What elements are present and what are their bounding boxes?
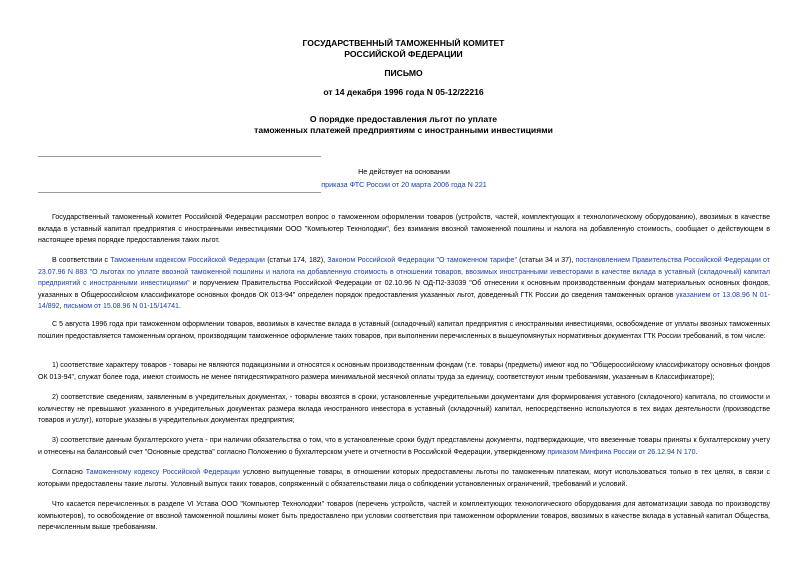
paragraph-condition-1: 1) соответствие характеру товаров - товары не являются подакцизными и относятся к основным производственным фондам (т.е. товары (предметы) имеют код по "Общероссийскому классификатору основных фондов ОК 013-94", служат более года, имеют стоимость не менее пятидесятикратного размера минимальной месячной оплаты труда за единицу, соответствуют иным требованиям, указанным в Классификаторе); [38, 362, 770, 381]
instruction-link[interactable]: указанием от 13.08.96 N 01-14/892 [38, 291, 770, 311]
document-type: ПИСЬМО [384, 68, 423, 78]
status-link[interactable] [321, 178, 487, 191]
paragraph-charter-goods: Что касается перечисленных в разделе VI Устава ООО "Компьютер Технолоджи" товаров (перечень устройств, частей и комплектующих технологического оборудования для автоматизации завода по производству компьютеров), то освобождение от ввозной таможенной пошлины может быть предоставлено при условии соответствия при таможенном оформлении товаров, ввозимых в качестве вклада в уставный капитал Общества, перечисленным выше требованиям. [38, 501, 770, 532]
government-resolution-link[interactable]: постановлением Правительства Российской Федерации от 23.07.96 N 883 "О льготах по уплате ввозной таможенной пошлины и налога на добавленную стоимость в отношении товаров, ввозимых иностранными инвесторами в качестве вклада в уставный (складочный) капитал предприятий с иностранными инвестициями" [38, 257, 770, 288]
paragraph-usage-restrictions: Согласно Таможенному кодексу Российской Федерации условно выпущенные товары, в отношении которых предоставлены льготы по таможенным платежам, могут использоваться только в тех целях, в связи с которыми предоставлены такие льготы. Условный выпуск таких товаров, сопряженный с обязательствами лица о соблюдении установленных ограничений, требований и условий. [38, 469, 771, 488]
subject-line1: О порядке предоставления льгот по уплате [309, 114, 498, 124]
paragraph-legal-basis: В соответствии с Таможенным кодексом Российской Федерации (статьи 174, 182), Законом Российской Федерации "О таможенном тарифе" (статьи 34 и 37), постановлением Правительства Российской Федерации от 23.07.96 N 883 "О льготах по уплате ввозной таможенной пошлины и налога на добавленную стоимость в отношении товаров, ввозимых иностранными инвесторами в качестве вклада в уставный (складочный) капитал предприятий с иностранными инвестициями" и поручением Правительства Российской Федерации от 02.10.96 N ОД-П2-33039 "Об отнесении к основным производственным фондам материальных основных фондов, указанных в Общероссийском классификаторе основных фондов ОК 013-94" определен порядок предоставления указанных льгот, доведенный ГТК России до сведения таможенных органов указанием от 13.08.96 N 01-14/892, письмом от 15.08.96 N 01-15/14741. [38, 257, 770, 311]
divider-bottom [38, 192, 321, 193]
org-name-line2: РОССИЙСКОЙ ФЕДЕРАЦИИ [344, 49, 463, 59]
paragraph-condition-2: 2) соответствие сведениям, заявленным в учредительных документах, - товары ввозятся в сроки, установленные учредительными документами для формирования уставного (складочного) капитала, по стоимости и количеству не превышают указанного в учредительных документах размера вклада иностранного инвестора в уставный (складочный) капитал, непосредственно используются в тех видах деятельности (производстве товаров и услуг), которые указаны в учредительных документах предприятия; [38, 394, 770, 425]
divider-top [38, 156, 321, 157]
paragraph-conditions-intro: С 5 августа 1996 года при таможенном оформлении товаров, ввозимых в качестве вклада в уставный (складочный) капитал предприятия с иностранными инвестициями, освобождение от уплаты ввозных таможенных пошлин предоставляется таможенным органом, производящим таможенное оформление таких товаров, при выполнении перечисленных в вышеупомянутых нормативных документах ГТК России требований, в том числе: [38, 321, 770, 340]
customs-code-link[interactable]: Таможенным кодексом Российской Федерации [110, 257, 265, 264]
tariff-law-link[interactable]: Законом Российской Федерации "О таможенном тарифе" [327, 257, 517, 264]
paragraph-intro: Государственный таможенный комитет Российской Федерации рассмотрел вопрос о таможенном оформлении товаров (устройств, частей, комплектующих к технологическому оборудованию), ввозимых в качестве вклада в уставный капитал предприятия с иностранными инвестициями ООО "Компьютер Технолоджи", без взимания ввозной таможенной пошлины и налога на добавленную стоимость, сообщает о действующем в настоящее время порядке предоставления таких льгот. [38, 214, 770, 245]
subject-line2: таможенных платежей предприятиям с иностранными инвестициями [254, 125, 553, 135]
repeal-order-link[interactable]: приказа ФТС России от 20 марта 2006 года N 221 [321, 180, 487, 189]
status-note: Не действует на основании [358, 167, 450, 176]
customs-code-link-2[interactable]: Таможенному кодексу Российской Федерации [85, 469, 240, 476]
letter-link[interactable]: письмом от 15.08.96 N 01-15/14741 [63, 303, 179, 311]
minfin-order-link[interactable]: приказом Минфина России от 26.12.94 N 170 [547, 448, 696, 456]
document-date-number: от 14 декабря 1996 года N 05-12/22216 [323, 87, 484, 97]
org-name-line1: ГОСУДАРСТВЕННЫЙ ТАМОЖЕННЫЙ КОМИТЕТ [302, 38, 505, 48]
paragraph-condition-3: 3) соответствие данным бухгалтерского учета - при наличии обязательства о том, что в установленные сроки будут представлены документы, подтверждающие, что ввезенные товары приняты к бухгалтерскому учету и отнесены на балансовый счет "Основные средства" согласно Положению о бухгалтерском учете и отчетности в Российской Федерации, утвержденному приказом Минфина России от 26.12.94 N 170. [38, 437, 770, 456]
